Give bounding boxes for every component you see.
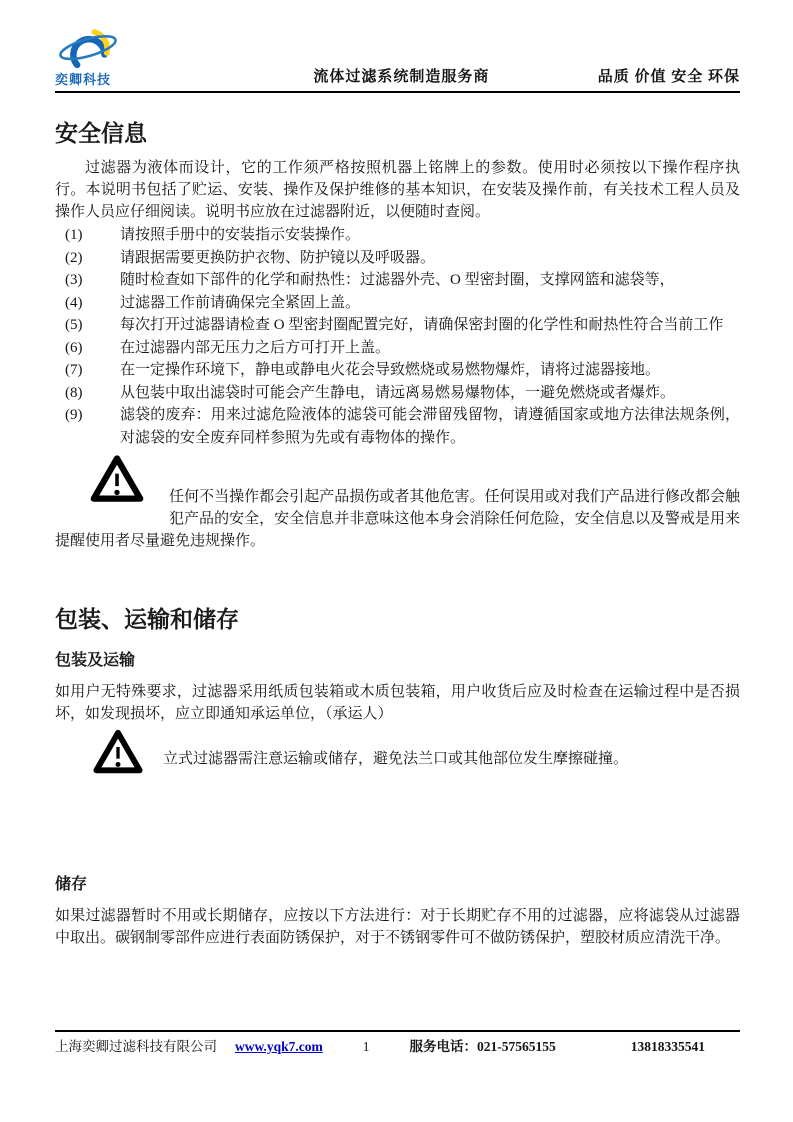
transport-paragraph: 如用户无特殊要求，过滤器采用纸质包装箱或木质包装箱，用户收货后应及时检查在运输过程中是否损坏，如发现损坏，应立即通知承运单位，（承运人） bbox=[55, 684, 740, 722]
footer-service-phone: 服务电话：021-57565155 bbox=[409, 1039, 556, 1054]
list-item-number: (6) bbox=[65, 339, 83, 356]
list-item bbox=[65, 314, 740, 337]
warning-triangle-icon bbox=[93, 727, 143, 782]
list-item-number: (4) bbox=[65, 294, 83, 311]
list-item-text: 在一定操作环境下，静电或静电火花会导致燃烧或易燃物爆炸，请将过滤器接地。 bbox=[120, 362, 661, 378]
list-item-number: (3) bbox=[65, 272, 83, 288]
list-item-text: 请按照手册中的安装指示安装操作。 bbox=[120, 227, 361, 243]
safety-warning-block bbox=[55, 454, 740, 552]
list-item bbox=[65, 247, 740, 270]
list-item-text: 滤袋的废弃：用来过滤危险液体的滤袋可能会滞留残留物，请遵循国家或地方法律法规条例，对滤袋的安全废弃同样参照为先或有毒物体的操作。 bbox=[120, 407, 740, 446]
page-footer bbox=[55, 1030, 740, 1055]
safety-warning-text: 任何不当操作都会引起产品损伤或者其他危害。任何误用或对我们产品进行修改都会触犯产品的安全，安全信息并非意味这他本身会消除任何危险，安全信息以及警戒是用来提醒使用者尽量避免违规操作。 bbox=[55, 489, 740, 549]
list-item bbox=[65, 337, 740, 360]
list-item-number: (7) bbox=[65, 362, 83, 378]
footer-mobile-phone: 13818335541 bbox=[630, 1039, 705, 1054]
storage-subsection-title: 储存 bbox=[55, 876, 88, 893]
list-item-text: 每次打开过滤器请检查 O 型密封圈配置完好，请确保密封圈的化学性和耐热性符合当前工作 bbox=[120, 317, 724, 333]
list-item bbox=[65, 292, 740, 315]
list-item-text: 在过滤器内部无压力之后方可打开上盖。 bbox=[120, 339, 391, 356]
list-item-text: 过滤器工作前请确保完全紧固上盖。 bbox=[120, 294, 361, 311]
header-tagline: 流体过滤系统制造服务商 bbox=[313, 69, 490, 85]
list-item bbox=[65, 404, 740, 449]
list-item-text: 请跟据需要更换防护衣物、防护镜以及呼吸器。 bbox=[120, 249, 436, 266]
transport-warning-block bbox=[55, 727, 740, 779]
list-item-number: (5) bbox=[65, 317, 83, 333]
transport-subsection-title: 包装及运输 bbox=[55, 652, 136, 669]
list-item-number: (1) bbox=[65, 227, 83, 243]
list-item-text: 随时检查如下部件的化学和耐热性：过滤器外壳、O 型密封圈，支撑网篮和滤袋等， bbox=[120, 272, 675, 288]
header-values: 品质 价值 安全 环保 bbox=[597, 69, 740, 85]
list-item bbox=[65, 224, 740, 247]
footer-company-name: 上海奕卿过滤科技有限公司 bbox=[55, 1039, 217, 1054]
footer-website-link[interactable]: www.yqk7.com bbox=[235, 1039, 323, 1054]
safety-instruction-list bbox=[55, 224, 740, 449]
list-item-number: (2) bbox=[65, 249, 83, 266]
list-item bbox=[65, 359, 740, 382]
page-number: 1 bbox=[362, 1039, 370, 1054]
safety-intro-paragraph: 过滤器为液体而设计，它的工作须严格按照机器上铭牌上的参数。使用时必须按以下操作程序执行。本说明书包括了贮运、安装、操作及保护维修的基本知识，在安装及操作前，有关技术工程人员及操作人员应仔细阅读。说明书应放在过滤器附近，以便随时查阅。 bbox=[55, 160, 740, 220]
company-logo bbox=[55, 23, 205, 88]
page-header bbox=[55, 0, 740, 93]
list-item bbox=[65, 269, 740, 292]
packing-section-title: 包装、运输和储存 bbox=[55, 606, 239, 632]
list-item-number: (8) bbox=[65, 384, 83, 401]
list-item-text: 从包装中取出滤袋时可能会产生静电，请远离易燃易爆物体，一避免燃烧或者爆炸。 bbox=[120, 384, 676, 401]
list-item bbox=[65, 382, 740, 405]
transport-warning-text: 立式过滤器需注意运输或储存，避免法兰口或其他部位发生摩擦碰撞。 bbox=[163, 751, 629, 767]
logo-text: 奕卿科技 bbox=[55, 72, 112, 87]
warning-triangle-icon bbox=[90, 454, 144, 509]
globe-logo-icon bbox=[55, 23, 121, 71]
safety-section-title: 安全信息 bbox=[55, 120, 147, 146]
list-item-number: (9) bbox=[65, 407, 83, 423]
storage-paragraph: 如果过滤器暂时不用或长期储存，应按以下方法进行：对于长期贮存不用的过滤器，应将滤袋从过滤器中取出。碳钢制零部件应进行表面防锈保护，对于不锈钢零件可不做防锈保护，塑胶材质应清洗干净。 bbox=[55, 908, 740, 946]
